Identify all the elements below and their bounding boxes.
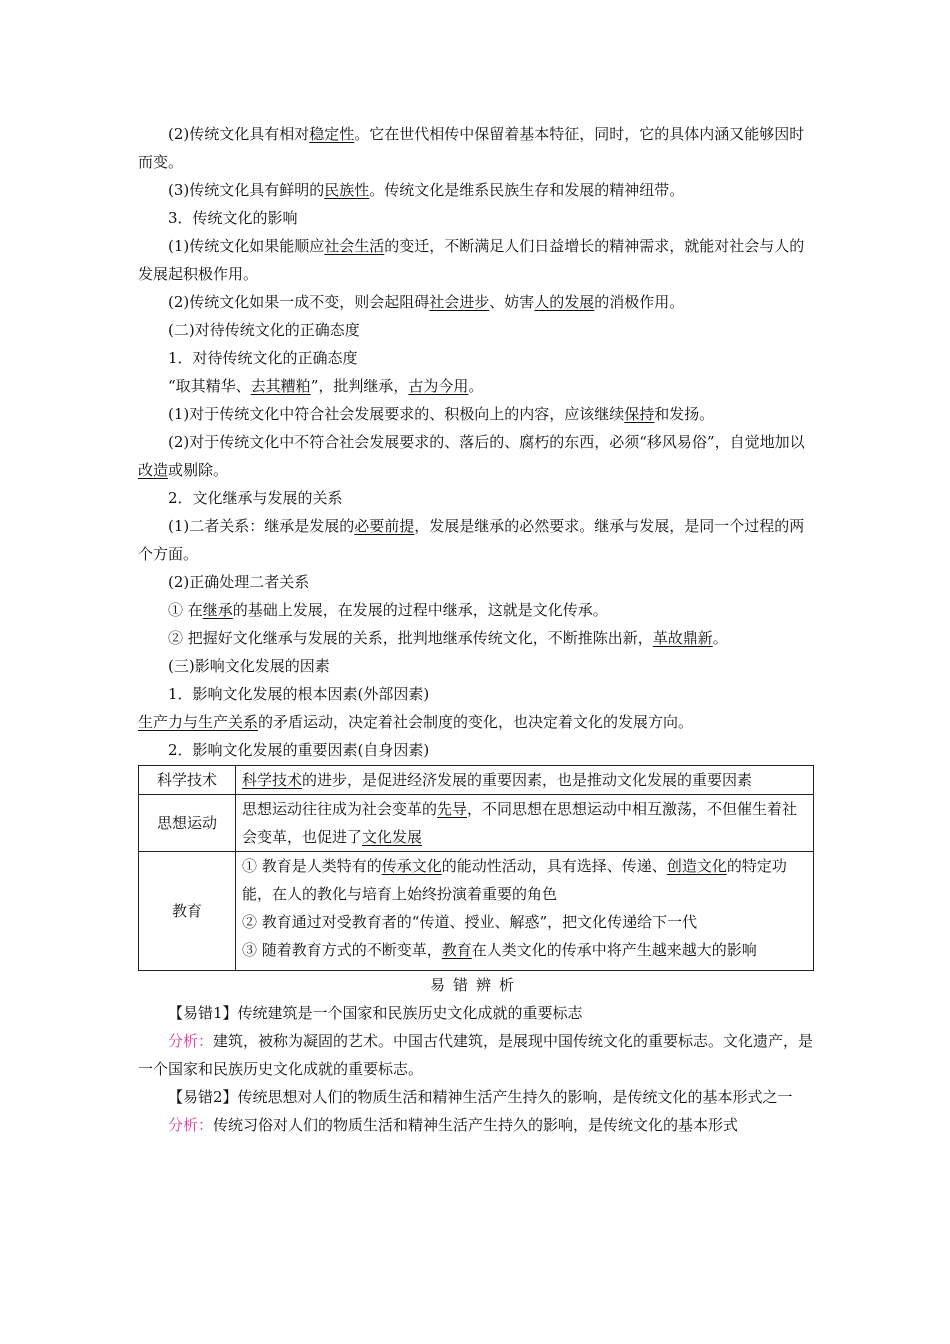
text: 的变迁，不断满足人们日益增长的精神需求，就能对社会与人的发展起积极作用。	[138, 237, 805, 283]
error-item	[138, 999, 814, 1027]
underlined-term: 文化发展	[362, 828, 423, 846]
text: 的基础上发展，在发展的过程中继承，这就是文化传承。	[232, 601, 608, 619]
underlined-term: 稳定性	[309, 125, 355, 143]
error-text: 传统建筑是一个国家和民族历史文化成就的重要标志	[237, 1004, 583, 1022]
text: ① 在	[168, 601, 203, 619]
text: ，发展是继承的必然要求。继承与发展，是同一个过程的两个方面。	[138, 517, 805, 563]
text: ③ 随着教育方式的不断变革，	[242, 941, 442, 959]
table-label-cell: 思想运动	[139, 795, 236, 852]
table-label-cell: 科学技术	[139, 766, 236, 795]
paragraph	[138, 288, 814, 316]
heading: 2．影响文化发展的重要因素(自身因素)	[168, 741, 430, 759]
text: 的进步，是促进经济发展的重要因素，也是推动文化发展的重要因素	[302, 771, 753, 789]
analysis-text: 建筑，被称为凝固的艺术。中国古代建筑，是展现中国传统文化的重要标志。文化遗产，是一个国家和民族历史文化成就的重要标志。	[138, 1032, 814, 1078]
underlined-term: 去其糟粕	[250, 377, 311, 395]
table-item	[242, 852, 807, 908]
table-label-cell: 教育	[139, 852, 236, 971]
paragraph	[138, 428, 814, 484]
text: (1)二者关系：继承是发展的	[168, 517, 355, 535]
table-content-cell	[236, 795, 814, 852]
paragraph	[138, 708, 814, 736]
analysis-label: 分析：	[168, 1032, 214, 1050]
text: (2)对于传统文化中不符合社会发展要求的、落后的、腐朽的东西，必须“移风易俗”，自觉地加以	[168, 433, 805, 451]
text: 或剔除。	[168, 461, 229, 479]
paragraph	[138, 512, 814, 568]
text: 在人类文化的传承中将产生越来越大的影响	[471, 941, 757, 959]
text: ① 教育是人类特有的	[242, 857, 382, 875]
error-tag: 【易错2】	[168, 1088, 238, 1106]
text: 的消极作用。	[594, 293, 685, 311]
paragraph	[138, 232, 814, 288]
underlined-term: 继承	[202, 601, 233, 619]
text: ② 把握好文化继承与发展的关系，批判地继承传统文化，不断推陈出新，	[168, 629, 653, 647]
error-tag: 【易错1】	[168, 1004, 238, 1022]
analysis-label: 分析：	[168, 1116, 214, 1134]
table-item	[242, 936, 807, 964]
underlined-term: 古为今用	[408, 377, 469, 395]
section-heading: (二)对待传统文化的正确态度	[168, 321, 360, 339]
table-row	[139, 795, 814, 852]
text: ”，批判继承，	[310, 377, 409, 395]
error-item	[138, 1083, 814, 1111]
paragraph	[138, 596, 814, 624]
analysis	[138, 1027, 814, 1083]
text: (1)传统文化如果能顺应	[168, 237, 325, 255]
underlined-term: 先导	[437, 800, 468, 818]
paragraph	[138, 176, 814, 204]
heading: 1．影响文化发展的根本因素(外部因素)	[168, 685, 430, 703]
table-row	[139, 852, 814, 971]
section-title: 易错辨析	[429, 976, 522, 994]
table-content-cell	[236, 766, 814, 795]
factors-table	[138, 765, 814, 971]
text: 、妨害	[489, 293, 535, 311]
heading: 3．传统文化的影响	[168, 209, 298, 227]
text: “取其精华、	[168, 377, 251, 395]
text: 。它在世代相传中保留着基本特征，同时，它的具体内涵又能够因时而变。	[138, 125, 805, 171]
paragraph	[138, 624, 814, 652]
underlined-term: 社会生活	[324, 237, 385, 255]
heading: 1．对待传统文化的正确态度	[168, 349, 358, 367]
text: (1)对于传统文化中符合社会发展要求的、积极向上的内容，应该继续	[168, 405, 625, 423]
underlined-term: 社会进步	[429, 293, 490, 311]
section-heading: (三)影响文化发展的因素	[168, 657, 330, 675]
underlined-term: 革故鼎新	[652, 629, 713, 647]
heading: (2)正确处理二者关系	[168, 573, 310, 591]
text: 。	[468, 377, 484, 395]
text: (2)传统文化具有相对	[168, 125, 310, 143]
table-content-cell	[236, 852, 814, 971]
text: 。传统文化是维系民族生存和发展的精神纽带。	[369, 181, 685, 199]
underlined-term: 创造文化	[666, 857, 727, 875]
underlined-term: 科学技术	[242, 771, 303, 789]
text: (2)传统文化如果一成不变，则会起阻碍	[168, 293, 430, 311]
text: ，不同思想在思想运动中相互激荡，不但催生着社会变革，也促进了	[242, 800, 798, 846]
text: 思想运动往往成为社会变革的	[242, 800, 438, 818]
underlined-term: 改造	[138, 461, 169, 479]
text: 。	[712, 629, 728, 647]
underlined-term: 保持	[624, 405, 655, 423]
text: 的特定功能，在人的教化与培育上始终扮演着重要的角色	[242, 857, 787, 903]
underlined-term: 必要前提	[354, 517, 415, 535]
underlined-term: 教育	[441, 941, 472, 959]
underlined-term: 人的发展	[534, 293, 595, 311]
paragraph	[138, 400, 814, 428]
text: (3)传统文化具有鲜明的	[168, 181, 325, 199]
paragraph	[138, 120, 814, 176]
heading: 2．文化继承与发展的关系	[168, 489, 343, 507]
analysis	[138, 1111, 814, 1139]
table-row	[139, 766, 814, 795]
analysis-text: 传统习俗对人们的物质生活和精神生活产生持久的影响，是传统文化的基本形式	[213, 1116, 739, 1134]
error-text: 传统思想对人们的物质生活和精神生活产生持久的影响，是传统文化的基本形式之一	[237, 1088, 793, 1106]
text: 的矛盾运动，决定着社会制度的变化，也决定着文化的发展方向。	[258, 713, 694, 731]
text: 和发扬。	[654, 405, 715, 423]
document-body	[138, 120, 814, 1139]
underlined-term: 生产力与生产关系	[138, 713, 259, 731]
underlined-term: 传承文化	[381, 857, 442, 875]
text: 的能动性活动，具有选择、传递、	[441, 857, 667, 875]
table-item: ② 教育通过对受教育者的“传道、授业、解惑”，把文化传递给下一代	[242, 913, 698, 931]
underlined-term: 民族性	[324, 181, 370, 199]
paragraph	[138, 372, 814, 400]
